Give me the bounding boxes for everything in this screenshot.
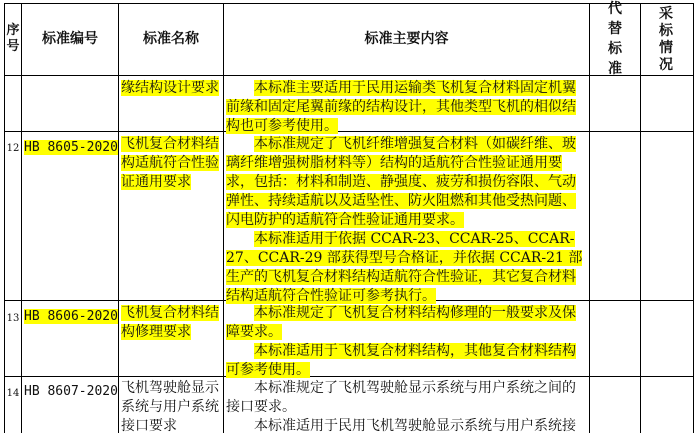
header-replace: 代替标准 — [608, 1, 622, 77]
col-divider — [640, 3, 641, 433]
row13-code — [24, 307, 118, 326]
row14-content-p2: 本标准适用于民用飞机驾驶舱显示系统与用户系统接 — [254, 418, 576, 434]
header-content: 标准主要内容 — [364, 31, 449, 47]
row13-code-text: HB 8606-2020 — [24, 309, 118, 324]
header-name: 标准名称 — [143, 31, 199, 47]
row12-content — [226, 135, 587, 306]
header-code: 标准编号 — [42, 31, 98, 47]
row13-seq: 13 — [6, 313, 20, 324]
prev-row-name — [121, 79, 221, 98]
col-divider — [589, 3, 590, 433]
prev-row-name-text: 缘结构设计要求 — [121, 80, 219, 96]
row13-name — [121, 304, 221, 342]
row14-seq: 14 — [6, 388, 20, 399]
row12-name — [121, 135, 221, 192]
header-bottom-line — [4, 75, 694, 76]
row14-content — [226, 379, 587, 436]
standards-table — [4, 3, 694, 433]
row13-content-p2: 本标准适用于飞机复合材料结构，其他复合材料结构可参考使用。 — [226, 343, 576, 378]
row12-seq: 12 — [6, 143, 20, 154]
row13-name-text: 飞机复合材料结构修理要求 — [121, 305, 219, 340]
row12-content-p1: 本标准规定了飞机纤维增强复合材料（如碳纤维、玻璃纤维增强树脂材料等）结构的适航符合性验证通用要求，包括：材料和制造、静强度、疲劳和损伤容限、气动弹性、持续适航以及适坠性、防火阻燃和其他受热问题、闪电防护的适航符合性验证通用要求。 — [226, 136, 576, 228]
row14-content-p1: 本标准规定了飞机驾驶舱显示系统与用户系统之间的接口要求。 — [226, 380, 576, 415]
row12-code — [24, 138, 118, 157]
row12-code-text: HB 8605-2020 — [24, 140, 118, 155]
header-adopt: 采标情况 — [659, 6, 673, 73]
header-seq: 序号 — [6, 23, 20, 54]
row14-name: 飞机驾驶舱显示系统与用户系统接口要求 — [121, 380, 219, 434]
row14-code: HB 8607-2020 — [24, 384, 118, 399]
row13-content — [226, 304, 587, 380]
row12-content-p2: 本标准适用于依据 CCAR-23、CCAR-25、CCAR-27、CCAR-29 部获得型号合格证，并依据 CCAR-21 部生产的飞机复合材料结构适航符合性验证，其它复合材料结构适航符合性验证可参考执行。 — [226, 231, 583, 304]
row12-name-text: 飞机复合材料结构适航符合性验证通用要求 — [121, 136, 219, 190]
prev-row-content-text: 本标准主要适用于民用运输类飞机复合材料固定机翼前缘和固定尾翼前缘的结构设计，其他类型飞机的相似结构也可参考使用。 — [226, 80, 576, 134]
table-border-right — [693, 3, 694, 433]
prev-row-content — [226, 79, 587, 136]
table-border-left — [4, 3, 5, 433]
row13-content-p1: 本标准规定了飞机复合材料结构修理的一般要求及保障要求。 — [226, 305, 576, 340]
